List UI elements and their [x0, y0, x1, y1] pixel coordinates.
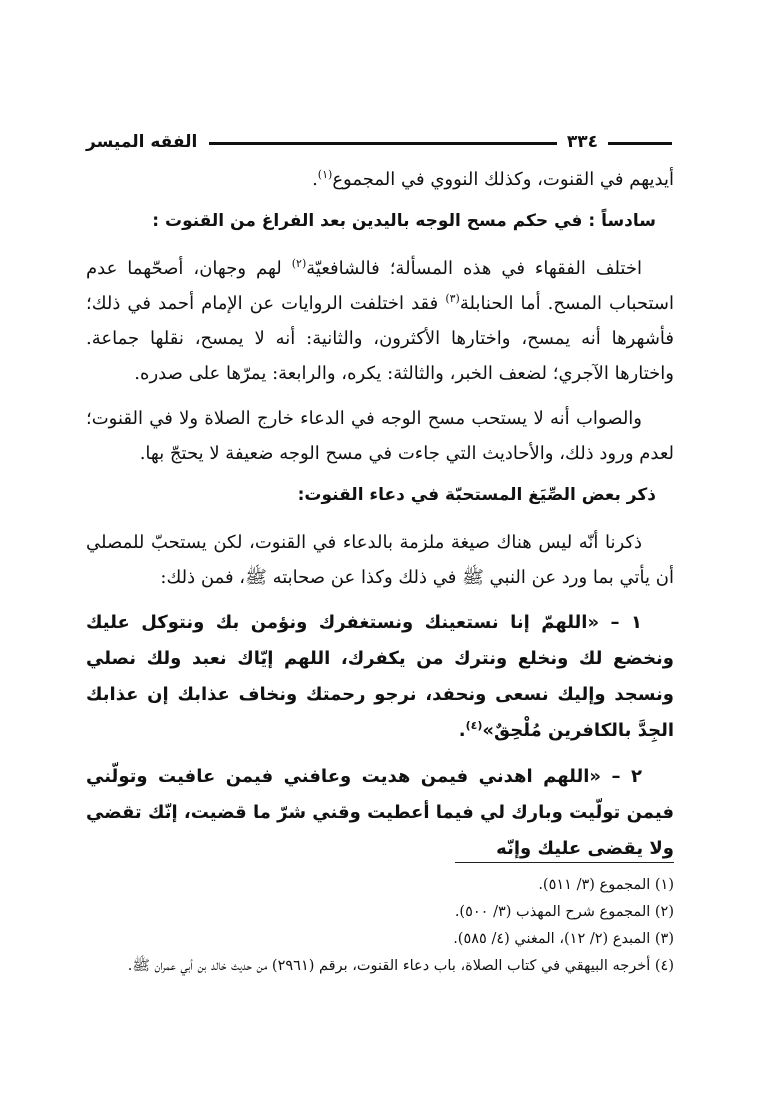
footnotes: [86, 872, 674, 980]
dua-1: ١ – «اللهمّ إنا نستعينك ونستغفرك ونؤمن بك ونتوكل عليك ونخضع لك ونخلع ونترك من يكفرك، اللهم إيّاك نعبد ولك نصلي ونسجد وإليك نسعى ونحفد، نرجو رحمتك ونخاف عذابك إن عذابك الجِدَّ بالكافرين مُلْحِقٌ»$^{(٤)}$.: [86, 612, 674, 741]
footnote-separator: [455, 862, 674, 863]
footnote-1: (١) المجموع (٣/ ٥١١).: [538, 877, 674, 893]
page-body: [86, 162, 674, 867]
footnote-marker-2: (٢): [291, 257, 307, 270]
paragraph-jurists-disagreement: اختلف الفقهاء في هذه المسألة؛ فالشافعيّة$^{(٢)}$ لهم وجهان، أصحّهما عدم استحباب المسح. أما الحنابلة$^{(٣)}$ فقد اختلفت الروايات عن الإمام أحمد في ذلك؛ فأشهرها أنه يمسح، واختارها الأكثرون، والثانية: أنه لا يمسح، نقلها جماعة. واختارها الآجري؛ لضعف الخبر، والثالثة: يكره، والرابعة: يمرّها على صدره.: [86, 257, 675, 384]
header-rule-long: [209, 142, 557, 145]
paragraph-correct-view: والصواب أنه لا يستحب مسح الوجه في الدعاء خارج الصلاة ولا في القنوت؛ لعدم ورود ذلك، والأحاديث التي جاءت في مسح الوجه ضعيفة لا يحتجّ بها.: [86, 408, 674, 464]
footnote-marker-1: (١): [317, 168, 333, 181]
section-heading-wiping-face: سادساً : في حكم مسح الوجه باليدين بعد الفراغ من القنوت :: [152, 211, 656, 231]
page-header: [86, 128, 672, 156]
book-title: الفقه الميسر: [86, 132, 198, 152]
dua-2: ٢ – «اللهم اهدني فيمن هديت وعافني فيمن عافيت وتولّني فيمن تولّيت وبارك لي فيما أعطيت وقني شرّ ما قضيت، إنّك تقضي ولا يقضى عليك وإنّه: [86, 766, 674, 859]
section-heading-qunut-forms: ذكر بعض الصِّيَغ المستحبّة في دعاء القنوت:: [297, 485, 656, 505]
paragraph-no-fixed-form: ذكرنا أنّه ليس هناك صيغة ملزمة بالدعاء في القنوت، لكن يستحبّ للمصلي أن يأتي بما ورد عن النبي ﷺ في ذلك وكذا عن صحابته ﷺ، فمن ذلك:: [86, 532, 674, 588]
header-rule-short: [608, 142, 672, 145]
footnote-marker-4: (٤): [465, 719, 483, 732]
page-number: ٣٣٤: [566, 132, 598, 152]
footnote-marker-3: (٣): [445, 292, 460, 305]
paragraph-continuation: أيديهم في القنوت، وكذلك النووي في المجموع$^{(١)}$.: [312, 168, 674, 190]
footnote-2: (٢) المجموع شرح المهذب (٣/ ٥٠٠).: [454, 904, 674, 920]
footnote-4: (٤) أخرجه البيهقي في كتاب الصلاة، باب دعاء القنوت، برقم (٢٩٦١) من حديث خالد بن أبي عمران ﷺ.: [127, 958, 674, 974]
footnote-3: (٣) المبدع (٢/ ١٢)، المغني (٤/ ٥٨٥).: [453, 931, 674, 947]
